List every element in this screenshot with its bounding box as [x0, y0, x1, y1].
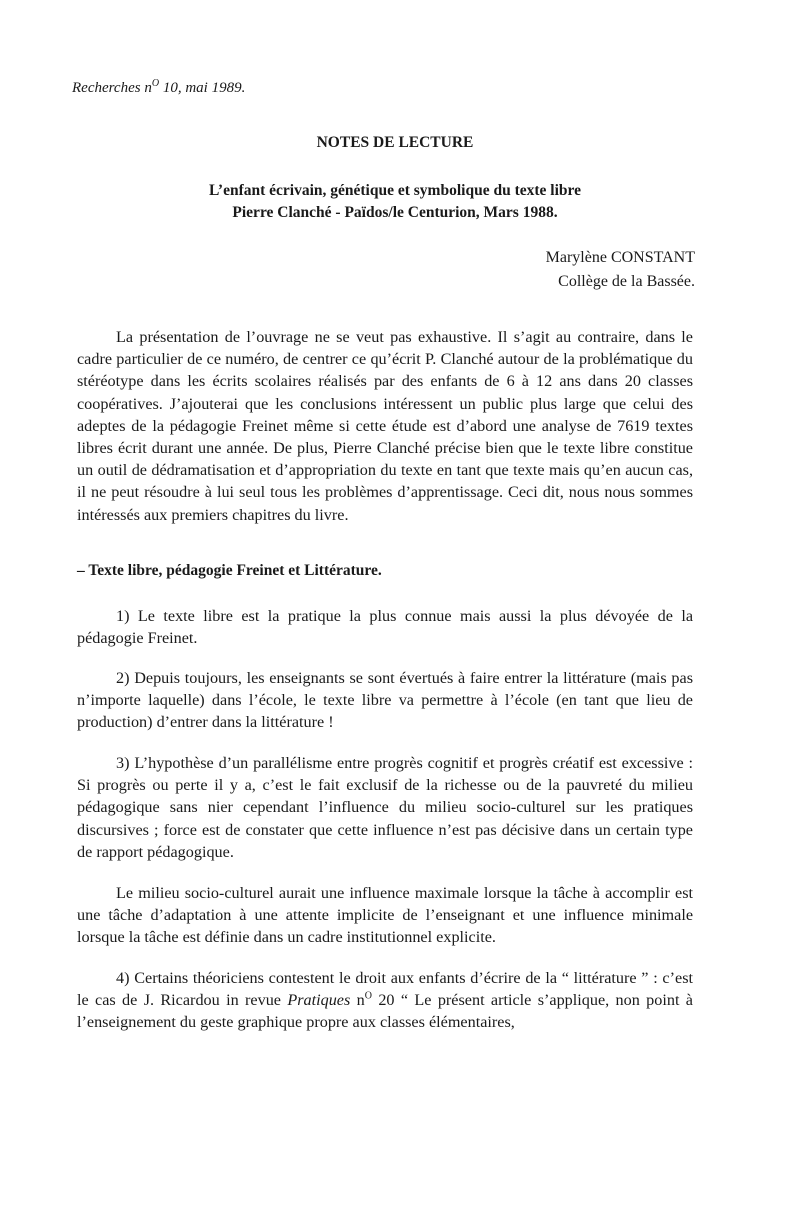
paragraph-point-2: 2) Depuis toujours, les enseignants se sont évertués à faire entrer la littérature (mais pas n’importe laquelle) dans l’école, le texte libre va permettre à l’école (en tant que lieu de production) d’entrer dans la littérature ! [77, 669, 693, 732]
book-publication: Pierre Clanché - Païdos/le Centurion, Mars 1988. [232, 204, 558, 221]
journal-title-pratiques: Pratiques [287, 991, 351, 1010]
author-block [546, 246, 695, 294]
paragraph-milieu: Le milieu socio-culturel aurait une influence maximale lorsque la tâche à accomplir est une tâche d’adaptation à une attente implicite de l’enseignant et une influence minimale lorsque la tâche est définie dans un cadre institutionnel explicite. [77, 884, 693, 947]
author-affiliation: Collège de la Bassée. [558, 273, 695, 290]
running-head-journal: Recherches n [72, 80, 152, 96]
book-reference [0, 180, 790, 224]
section-title: NOTES DE LECTURE [316, 134, 474, 151]
point-4-text-c: 20 “ Le présent article s’applique, non point à l’enseignement du geste graphique propre aux classes élémentaires, [77, 991, 693, 1032]
running-head [72, 78, 245, 97]
paragraph-point-3: 3) L’hypothèse d’un parallélisme entre progrès cognitif et progrès créatif est excessive : Si progrès ou perte il y a, c’est le fait exclusif de la richesse ou de la pauvreté du milieu pédagogique sans nier cependant l’influence du milieu socio-culturel sur les pratiques discursives ; force est de constater que cette influence n’est pas décisive dans un certain type de rapport pédagogique. [77, 754, 693, 861]
author-name: Marylène CONSTANT [545, 249, 695, 266]
point-4-text-a: 4) Certains théoriciens contestent le droit aux enfants d’écrire de la “ littérature ” : c’est le cas de J. Ricardou in revue [77, 969, 693, 1010]
book-title: L’enfant écrivain, génétique et symbolique du texte libre [209, 182, 581, 199]
running-head-issue: 10, mai 1989. [159, 80, 246, 96]
running-head-superscript: O [151, 78, 160, 89]
paragraph-intro: La présentation de l’ouvrage ne se veut pas exhaustive. Il s’agit au contraire, dans le cadre particulier de ce numéro, de centrer ce qu’écrit P. Clanché autour de la problématique du stéréotype dans les écrits scolaires réalisés par des enfants de 6 à 12 ans dans 20 classes coopératives. J’ajouterai que les conclusions intéressent un public plus large que celui des adeptes de la pédagogie Freinet même si cette étude est d’abord une analyse de 7619 textes libres écrit durant une année. De plus, Pierre Clanché précise bien que le texte libre constitue un outil de dédramatisation et d’appropriation du texte en tant que texte mais qu’en aucun cas, il ne peut résoudre à lui seul tous les problèmes d’apprentissage. Ceci dit, nous nous sommes intéressés aux premiers chapitres du livre. [77, 328, 693, 524]
point-4-text-b: n [350, 991, 365, 1010]
subheading: – Texte libre, pédagogie Freinet et Littérature. [77, 562, 382, 579]
paragraph-point-1: 1) Le texte libre est la pratique la plus connue mais aussi la plus dévoyée de la pédagogie Freinet. [77, 607, 693, 648]
paragraph-point-4 [77, 967, 693, 1034]
point-4-superscript: O [364, 990, 372, 1002]
